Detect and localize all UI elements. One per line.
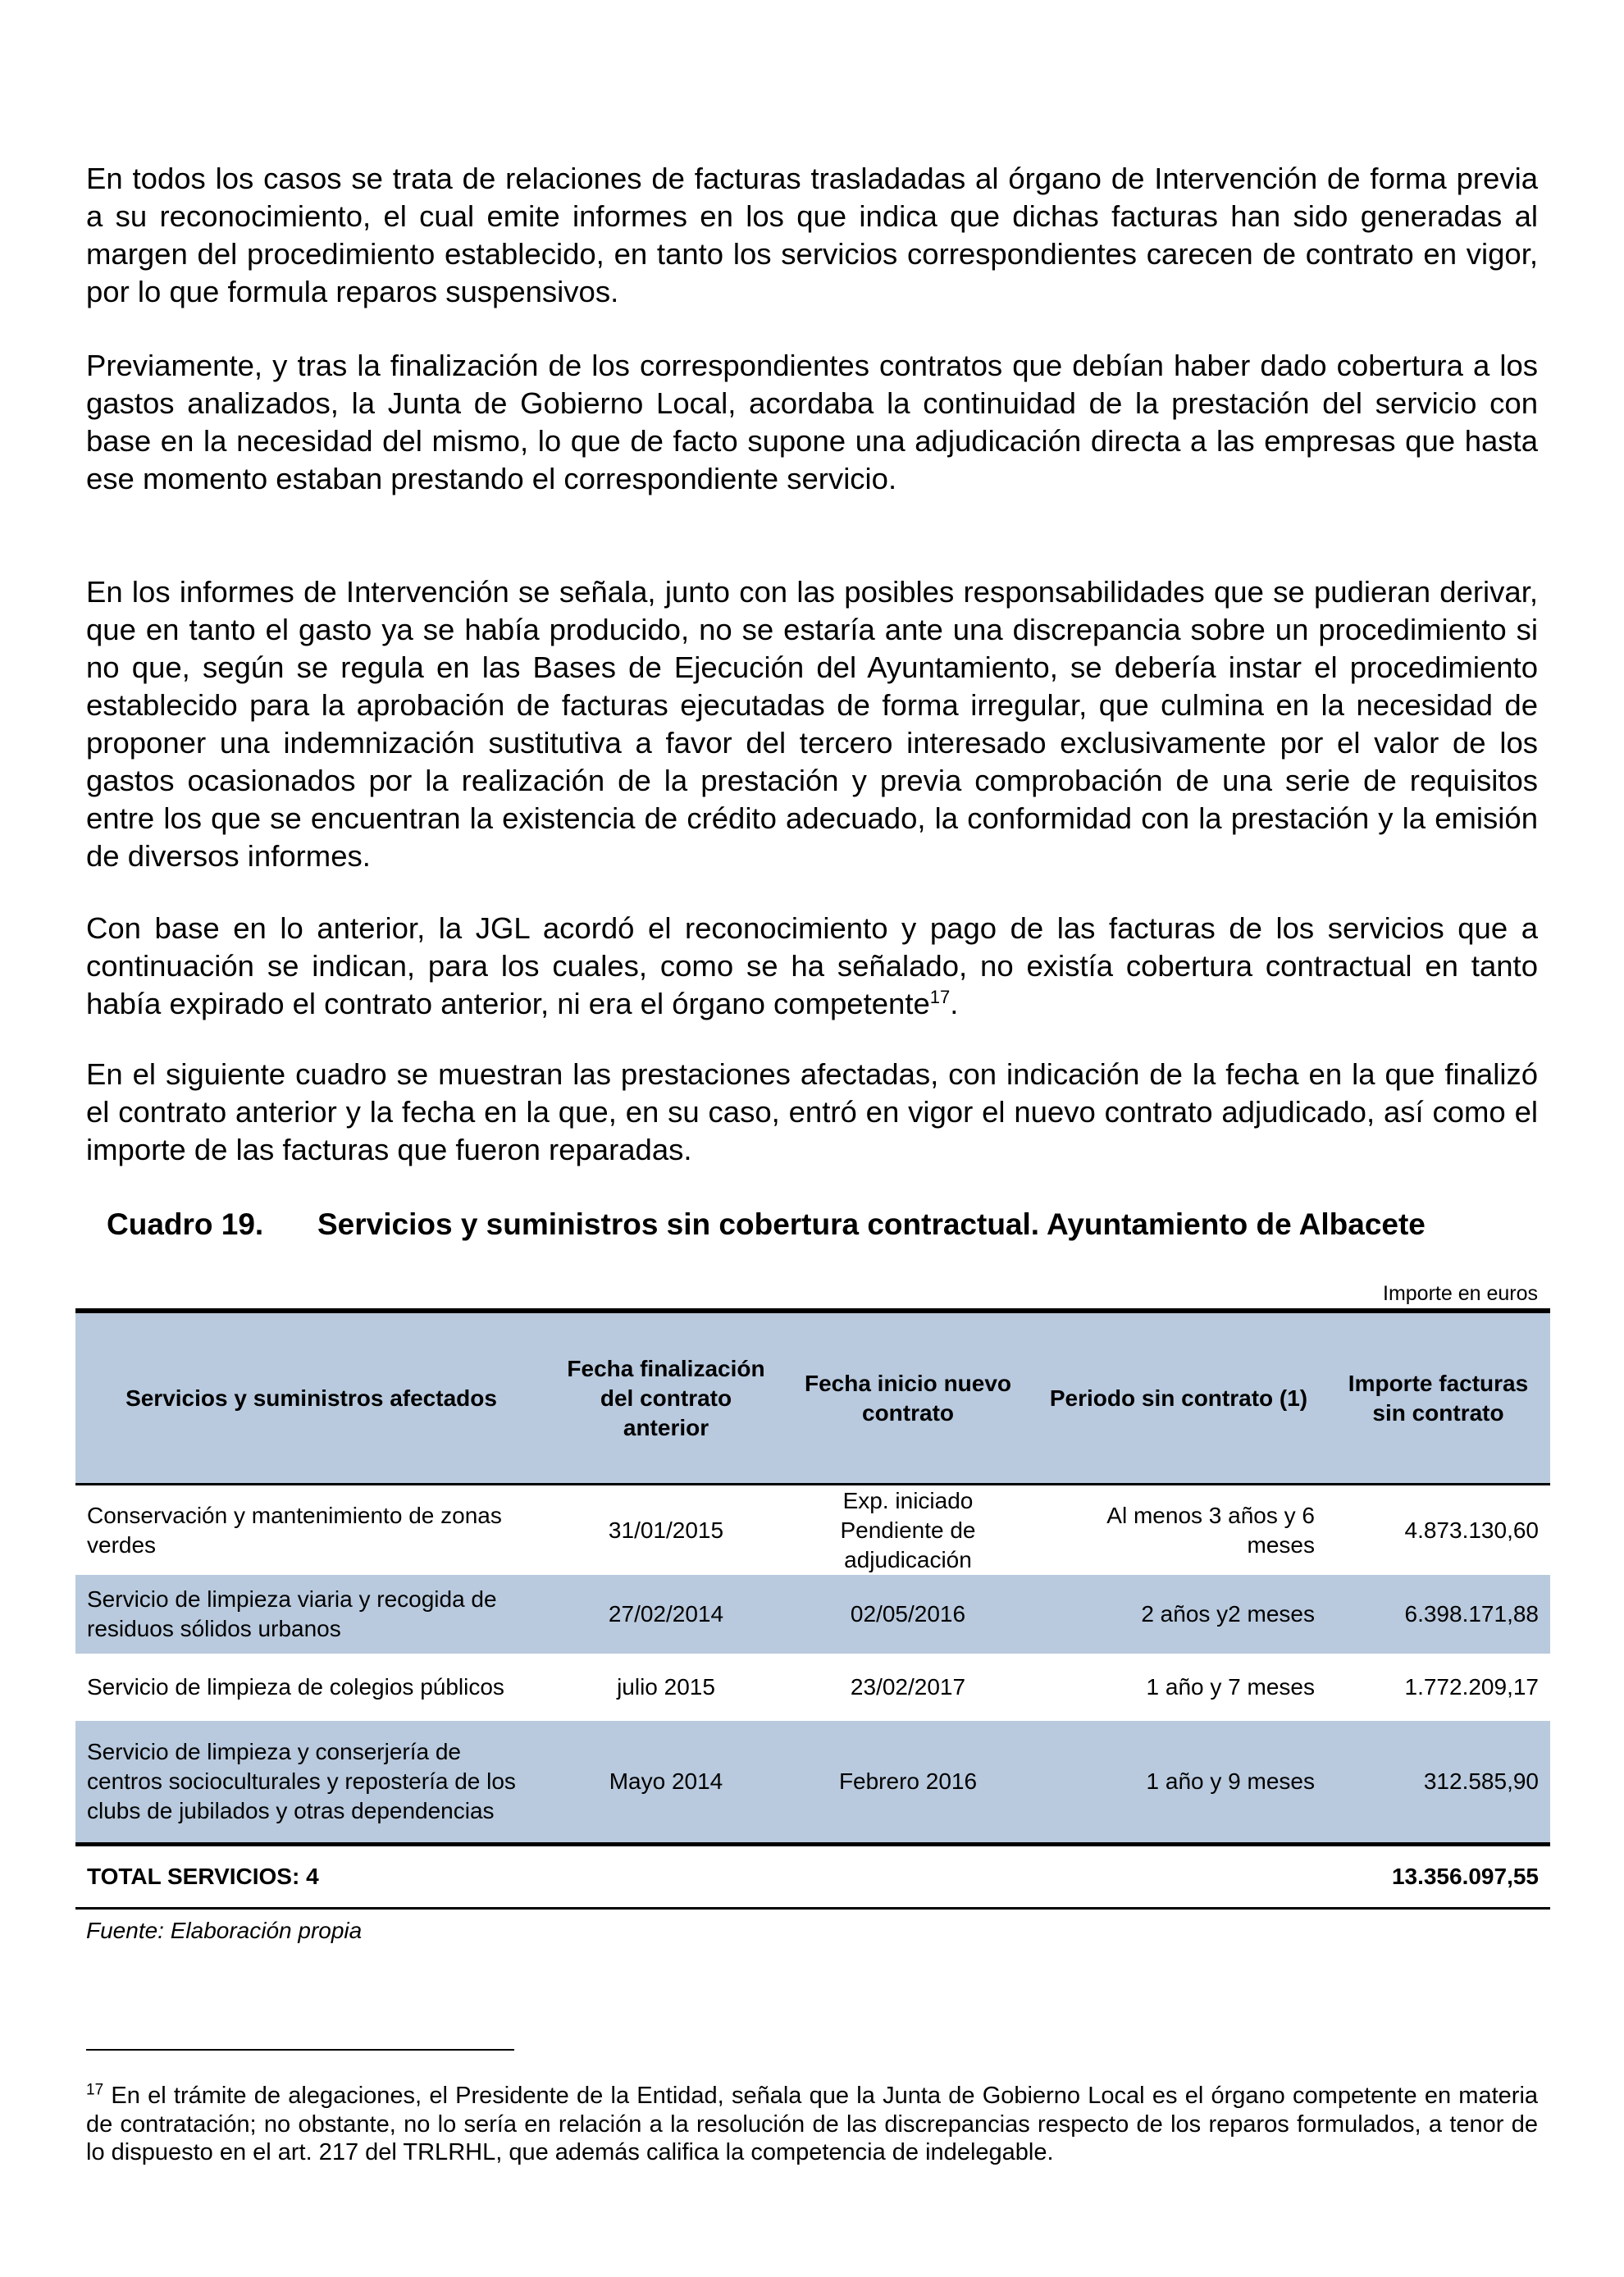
table-header-row bbox=[75, 1311, 1550, 1485]
cell-end-date: 31/01/2015 bbox=[608, 1517, 724, 1543]
cell-service: Conservación y mantenimiento de zonas verdes bbox=[87, 1502, 502, 1558]
paragraph-4: Con base en lo anterior, la JGL acordó el reconocimiento y pago de las facturas de los servicios que a continuación se indican, para los cuales, como se ha señalado, no existía cobertura contractual en tanto había expirado el contrato anterior, ni era el órgano competente$^{17}$. bbox=[86, 911, 1538, 1020]
cell-amount: 312.585,90 bbox=[1326, 1721, 1550, 1845]
cell-start-date: 02/05/2016 bbox=[785, 1575, 1031, 1654]
footnote-divider bbox=[86, 2049, 514, 2051]
paragraph-4-text: Con base en lo anterior, la JGL acordó el reconocimiento y pago de las facturas de los servicios que a continuación se indican, para los cuales, como se ha señalado, no existía cobertura contractual en tanto había expirado el contrato anterior, ni era el órgano competente bbox=[86, 911, 1538, 1020]
cell-period: 2 años y2 meses bbox=[1031, 1575, 1326, 1654]
header-start-date: Fecha inicio nuevo contrato bbox=[785, 1311, 1031, 1485]
cell-start-date: 23/02/2017 bbox=[850, 1674, 966, 1700]
units-note: Importe en euros bbox=[1383, 1282, 1538, 1305]
paragraph-5: En el siguiente cuadro se muestran las prestaciones afectadas, con indicación de la fecha en la que finalizó el contrato anterior y la fecha en la que, en su caso, entró en vigor el nuevo contrato adjudicado, así como el importe de las facturas que fueron reparadas. bbox=[86, 1057, 1538, 1166]
header-services: Servicios y suministros afectados bbox=[75, 1311, 547, 1485]
header-period: Periodo sin contrato (1) bbox=[1031, 1311, 1326, 1485]
total-value: 13.356.097,55 bbox=[1326, 1845, 1550, 1909]
cell-amount: 6.398.171,88 bbox=[1326, 1575, 1550, 1654]
cell-end-date: Mayo 2014 bbox=[547, 1721, 785, 1845]
cell-amount: 1.772.209,17 bbox=[1404, 1674, 1539, 1700]
paragraph-3: En los informes de Intervención se señala, junto con las posibles responsabilidades que se pudieran derivar, que en tanto el gasto ya se había producido, no se estaría ante una discrepancia sobre un procedimiento si no que, según se regula en las Bases de Ejecución del Ayuntamiento, se debería instar el procedimiento establecido para la aprobación de facturas ejecutadas de forma irregular, que culmina en la necesidad de proponer una indemnización sustitutiva a favor del tercero interesado exclusivamente por el valor de los gastos ocasionados por la realización de la prestación y previa comprobación de una serie de requisitos entre los que se encuentran la existencia de crédito adecuado, la conformidad con la prestación y la emisión de diversos informes. bbox=[86, 575, 1538, 873]
table-total-row bbox=[75, 1845, 1550, 1909]
total-label: TOTAL SERVICIOS: 4 bbox=[75, 1845, 1326, 1909]
footnote-number: 17 bbox=[86, 2081, 104, 2099]
footnote-reference[interactable]: 17 bbox=[929, 986, 951, 1007]
table-row bbox=[75, 1654, 1550, 1721]
table-caption-number: Cuadro 19. bbox=[107, 1207, 264, 1241]
table-row bbox=[75, 1721, 1550, 1845]
cell-period: Al menos 3 años y 6 meses bbox=[1106, 1502, 1315, 1558]
cell-service: Servicio de limpieza viaria y recogida de residuos sólidos urbanos bbox=[75, 1575, 547, 1654]
table-caption-title: Servicios y suministros sin cobertura contractual. Ayuntamiento de Albacete bbox=[317, 1207, 1426, 1241]
cell-end-date: julio 2015 bbox=[617, 1674, 715, 1700]
cell-amount: 4.873.130,60 bbox=[1404, 1517, 1539, 1543]
footnote bbox=[86, 2082, 1538, 2167]
cell-end-date: 27/02/2014 bbox=[547, 1575, 785, 1654]
cell-service: Servicio de limpieza y conserjería de centros socioculturales y repostería de los clubs de jubilados y otras dependencias bbox=[75, 1721, 547, 1845]
paragraph-2: Previamente, y tras la finalización de los correspondientes contratos que debían haber dado cobertura a los gastos analizados, la Junta de Gobierno Local, acordaba la continuidad de la prestación del servicio con base en la necesidad del mismo, lo que de facto supone una adjudicación directa a las empresas que hasta ese momento estaban prestando el correspondiente servicio. bbox=[86, 349, 1538, 495]
cell-service: Servicio de limpieza de colegios públicos bbox=[87, 1674, 504, 1700]
header-amount: Importe facturas sin contrato bbox=[1326, 1311, 1550, 1485]
table-row bbox=[75, 1485, 1550, 1576]
header-end-date: Fecha finalización del contrato anterior bbox=[547, 1311, 785, 1485]
table-source: Fuente: Elaboración propia bbox=[86, 1918, 363, 1943]
paragraph-1: En todos los casos se trata de relaciones de facturas trasladadas al órgano de Intervención de forma previa a su reconocimiento, el cual emite informes en los que indica que dichas facturas han sido generadas al margen del procedimiento establecido, en tanto los servicios correspondientes carecen de contrato en vigor, por lo que formula reparos suspensivos. bbox=[86, 162, 1538, 308]
cell-start-date: Febrero 2016 bbox=[785, 1721, 1031, 1845]
footnote-text: En el trámite de alegaciones, el Presidente de la Entidad, señala que la Junta de Gobierno Local es el órgano competente en materia de contratación; no obstante, no lo sería en relación a la resolución de las discrepancias respecto de los reparos formulados, a tenor de lo dispuesto en el art. 217 del TRLRHL, que además califica la competencia de indelegable. bbox=[86, 2083, 1539, 2165]
cell-start-date: Exp. iniciado Pendiente de adjudicación bbox=[840, 1487, 976, 1572]
services-table bbox=[75, 1308, 1550, 1910]
table-row bbox=[75, 1575, 1550, 1654]
cell-period: 1 año y 7 meses bbox=[1146, 1674, 1315, 1700]
cell-period: 1 año y 9 meses bbox=[1031, 1721, 1326, 1845]
